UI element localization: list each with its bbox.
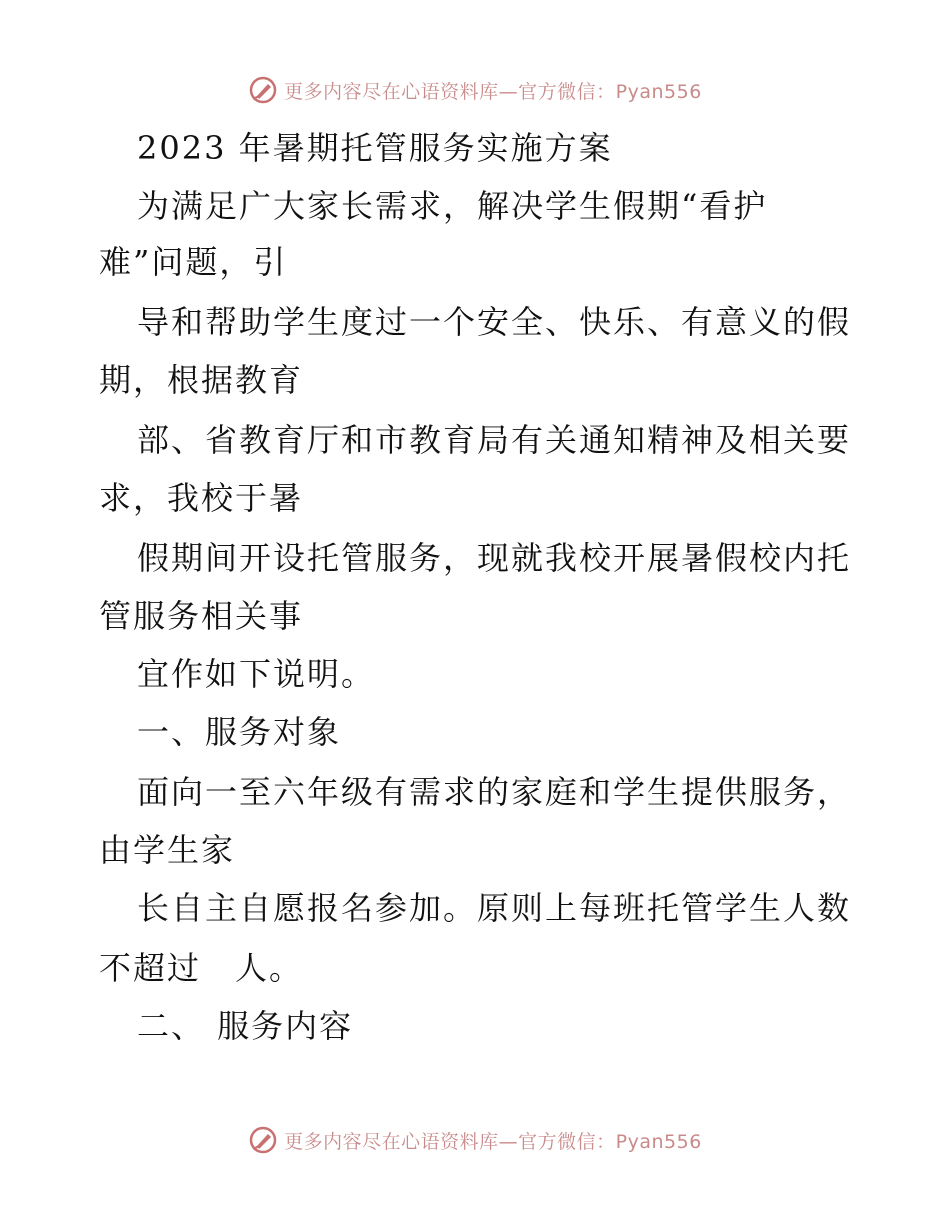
- paragraph-line: 长自主自愿报名参加。原则上每班托管学生人数: [137, 889, 852, 927]
- paragraph-line: 由学生家: [99, 831, 236, 869]
- paragraph-line: 不超过 人。: [99, 949, 304, 987]
- paragraph-line: 期，根据教育: [99, 361, 304, 399]
- pen-logo-icon: [248, 1125, 278, 1155]
- footer-watermark: [0, 1120, 950, 1160]
- paragraph-line: 管服务相关事: [99, 597, 304, 635]
- paragraph-line: 难”问题，引: [99, 243, 288, 281]
- paragraph-line: 假期间开设托管服务，现就我校开展暑假校内托: [137, 539, 852, 577]
- section-heading: 一、服务对象: [137, 713, 342, 751]
- watermark-text: 更多内容尽在心语资料库—官方微信：Pyan556: [284, 1130, 702, 1153]
- document-title: 2023 年暑期托管服务实施方案: [137, 129, 613, 167]
- section-heading: 二、 服务内容: [137, 1007, 354, 1045]
- paragraph-line: 为满足广大家长需求，解决学生假期“看护: [137, 187, 768, 225]
- paragraph-line: 宜作如下说明。: [137, 655, 376, 693]
- paragraph-line: 求，我校于暑: [99, 479, 304, 517]
- pen-logo-icon: [248, 75, 278, 105]
- paragraph-line: 面向一至六年级有需求的家庭和学生提供服务，: [137, 773, 852, 811]
- paragraph-line: 部、省教育厅和市教育局有关通知精神及相关要: [137, 421, 852, 459]
- paragraph-line: 导和帮助学生度过一个安全、快乐、有意义的假: [137, 303, 852, 341]
- watermark-text: 更多内容尽在心语资料库—官方微信：Pyan556: [284, 80, 702, 103]
- header-watermark: [0, 70, 950, 110]
